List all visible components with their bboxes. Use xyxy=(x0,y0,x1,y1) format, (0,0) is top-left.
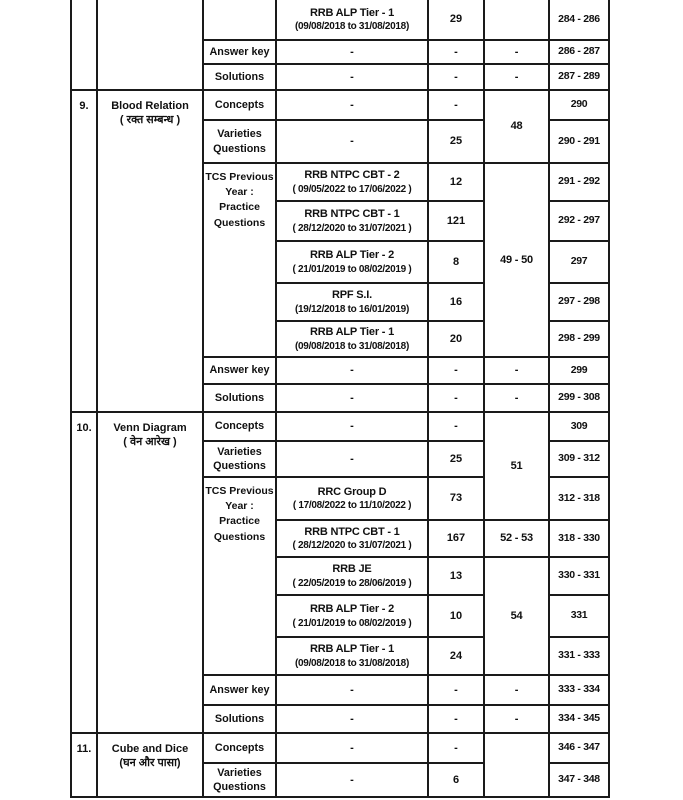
question-count: - xyxy=(428,64,484,90)
exam-cell xyxy=(276,241,428,283)
exam-cell xyxy=(276,0,428,40)
group-page-number: - xyxy=(484,40,549,64)
question-count: 121 xyxy=(428,201,484,241)
contents-table xyxy=(70,0,610,798)
exam-name: RRB NTPC CBT - 1 xyxy=(304,525,400,538)
question-count: - xyxy=(428,40,484,64)
exam-name: RRB NTPC CBT - 1 xyxy=(304,208,400,221)
table-row xyxy=(71,0,609,40)
exam-cell: - xyxy=(276,675,428,705)
exam-cell xyxy=(276,283,428,321)
group-page-number: 52 - 53 xyxy=(484,520,549,557)
page-range: 309 xyxy=(549,412,609,441)
subsection-label xyxy=(203,163,276,357)
exam-cell xyxy=(276,637,428,675)
exam-name: RRB NTPC CBT - 2 xyxy=(304,169,400,182)
topic-cell xyxy=(97,733,203,797)
page-range: 299 - 308 xyxy=(549,384,609,412)
page-range: 309 - 312 xyxy=(549,441,609,477)
subsection-label: Varieties Questions xyxy=(203,120,276,163)
group-page-number: - xyxy=(484,64,549,90)
question-count: - xyxy=(428,90,484,120)
question-count: - xyxy=(428,705,484,733)
question-count: 20 xyxy=(428,321,484,357)
exam-cell: - xyxy=(276,384,428,412)
question-count: 13 xyxy=(428,557,484,595)
group-page-number: 51 xyxy=(484,412,549,520)
topic-cell xyxy=(97,0,203,90)
subsection-label: Solutions xyxy=(203,64,276,90)
page-range: 347 - 348 xyxy=(549,763,609,797)
question-count: 73 xyxy=(428,477,484,520)
exam-name: RRB ALP Tier - 2 xyxy=(309,249,394,262)
exam-dates: (19/12/2018 to 16/01/2019) xyxy=(295,303,409,315)
exam-cell: - xyxy=(276,40,428,64)
exam-cell xyxy=(276,201,428,241)
group-page-number xyxy=(484,0,549,40)
topic-cell xyxy=(97,412,203,733)
question-count: 8 xyxy=(428,241,484,283)
page-range: 299 xyxy=(549,357,609,384)
subsection-label: Solutions xyxy=(203,705,276,733)
page-range: 290 - 291 xyxy=(549,120,609,163)
section-serial: 9. xyxy=(71,90,97,412)
exam-name: RRB ALP Tier - 1 xyxy=(309,326,394,339)
exam-dates: ( 28/12/2020 to 31/07/2021 ) xyxy=(292,540,412,552)
page-range: 334 - 345 xyxy=(549,705,609,733)
topic-cell xyxy=(97,90,203,412)
page-range: 292 - 297 xyxy=(549,201,609,241)
subsection-label xyxy=(203,477,276,675)
page-range: 346 - 347 xyxy=(549,733,609,763)
section-serial: 10. xyxy=(71,412,97,733)
page-range: 297 xyxy=(549,241,609,283)
exam-cell: - xyxy=(276,357,428,384)
topic-name-hindi: ( रक्त सम्बन्ध ) xyxy=(119,114,181,127)
exam-name: RRB ALP Tier - 2 xyxy=(309,603,394,616)
group-page-number: 49 - 50 xyxy=(484,163,549,357)
page-range: 287 - 289 xyxy=(549,64,609,90)
page-range: 284 - 286 xyxy=(549,0,609,40)
exam-cell: - xyxy=(276,412,428,441)
exam-cell: - xyxy=(276,705,428,733)
subsection-label: Answer key xyxy=(203,357,276,384)
question-count: 10 xyxy=(428,595,484,637)
subsection-label: Solutions xyxy=(203,384,276,412)
exam-cell xyxy=(276,595,428,637)
question-count: 25 xyxy=(428,441,484,477)
group-page-number: 48 xyxy=(484,90,549,163)
exam-dates: ( 17/08/2022 to 11/10/2022 ) xyxy=(292,500,412,512)
exam-cell xyxy=(276,163,428,201)
subsection-label: Varieties Questions xyxy=(203,441,276,477)
exam-name: RRB ALP Tier - 1 xyxy=(309,643,394,656)
question-count: 25 xyxy=(428,120,484,163)
exam-cell: - xyxy=(276,120,428,163)
exam-name: RRB ALP Tier - 1 xyxy=(309,6,394,19)
question-count: 12 xyxy=(428,163,484,201)
exam-cell xyxy=(276,520,428,557)
serial-cell xyxy=(71,0,97,90)
subsection-label: Varieties Questions xyxy=(203,763,276,797)
question-count: 24 xyxy=(428,637,484,675)
table-row xyxy=(71,90,609,120)
table-row xyxy=(71,733,609,763)
page-range: 297 - 298 xyxy=(549,283,609,321)
subsection-cell xyxy=(203,0,276,40)
exam-cell: - xyxy=(276,64,428,90)
exam-dates: ( 28/12/2020 to 31/07/2021 ) xyxy=(292,222,412,234)
topic-name: Cube and Dice xyxy=(111,743,189,755)
page-range: 333 - 334 xyxy=(549,675,609,705)
page-range: 331 - 333 xyxy=(549,637,609,675)
tcs-previous-year-label: TCS Previous Year : xyxy=(205,485,274,513)
subsection-label: Concepts xyxy=(203,90,276,120)
tcs-previous-year-label: TCS Previous Year : xyxy=(205,171,274,199)
topic-name: Blood Relation xyxy=(111,100,189,112)
question-count: - xyxy=(428,675,484,705)
exam-dates: (09/08/2018 to 31/08/2018) xyxy=(295,340,409,352)
exam-name: RRC Group D xyxy=(317,485,387,498)
exam-name: RPF S.I. xyxy=(332,289,372,302)
group-page-number: 54 xyxy=(484,557,549,675)
exam-cell: - xyxy=(276,441,428,477)
exam-cell xyxy=(276,477,428,520)
group-page-number: - xyxy=(484,705,549,733)
exam-dates: (09/08/2018 to 31/08/2018) xyxy=(295,21,409,33)
exam-cell xyxy=(276,557,428,595)
exam-cell: - xyxy=(276,90,428,120)
subsection-label: Answer key xyxy=(203,40,276,64)
subsection-label: Concepts xyxy=(203,733,276,763)
exam-dates: ( 21/01/2019 to 08/02/2019 ) xyxy=(292,617,412,629)
exam-dates: ( 22/05/2019 to 28/06/2019 ) xyxy=(292,577,412,589)
question-count: 29 xyxy=(428,0,484,40)
group-page-number: - xyxy=(484,675,549,705)
table-row xyxy=(71,412,609,441)
exam-cell: - xyxy=(276,733,428,763)
exam-dates: ( 09/05/2022 to 17/06/2022 ) xyxy=(292,183,412,195)
page-range: 331 xyxy=(549,595,609,637)
page-range: 330 - 331 xyxy=(549,557,609,595)
topic-name-hindi: ( वेन आरेख ) xyxy=(123,436,177,449)
page-range: 291 - 292 xyxy=(549,163,609,201)
practice-questions-label: Practice Questions xyxy=(213,515,266,543)
page-range: 290 xyxy=(549,90,609,120)
page-range: 298 - 299 xyxy=(549,321,609,357)
group-page-number: - xyxy=(484,384,549,412)
group-page-number: - xyxy=(484,357,549,384)
topic-name: Venn Diagram xyxy=(113,422,187,434)
question-count: 167 xyxy=(428,520,484,557)
question-count: - xyxy=(428,384,484,412)
exam-name: RRB JE xyxy=(332,563,372,576)
page-range: 312 - 318 xyxy=(549,477,609,520)
question-count: - xyxy=(428,412,484,441)
question-count: 16 xyxy=(428,283,484,321)
page-range: 286 - 287 xyxy=(549,40,609,64)
section-serial: 11. xyxy=(71,733,97,797)
exam-cell: - xyxy=(276,763,428,797)
topic-name-hindi: (घन और पासा) xyxy=(119,757,181,770)
question-count: - xyxy=(428,357,484,384)
exam-cell xyxy=(276,321,428,357)
exam-dates: (09/08/2018 to 31/08/2018) xyxy=(295,657,409,669)
subsection-label: Answer key xyxy=(203,675,276,705)
page-range: 318 - 330 xyxy=(549,520,609,557)
group-page-number xyxy=(484,733,549,797)
subsection-label: Concepts xyxy=(203,412,276,441)
practice-questions-label: Practice Questions xyxy=(213,201,266,229)
question-count: 6 xyxy=(428,763,484,797)
question-count: - xyxy=(428,733,484,763)
exam-dates: ( 21/01/2019 to 08/02/2019 ) xyxy=(292,263,412,275)
